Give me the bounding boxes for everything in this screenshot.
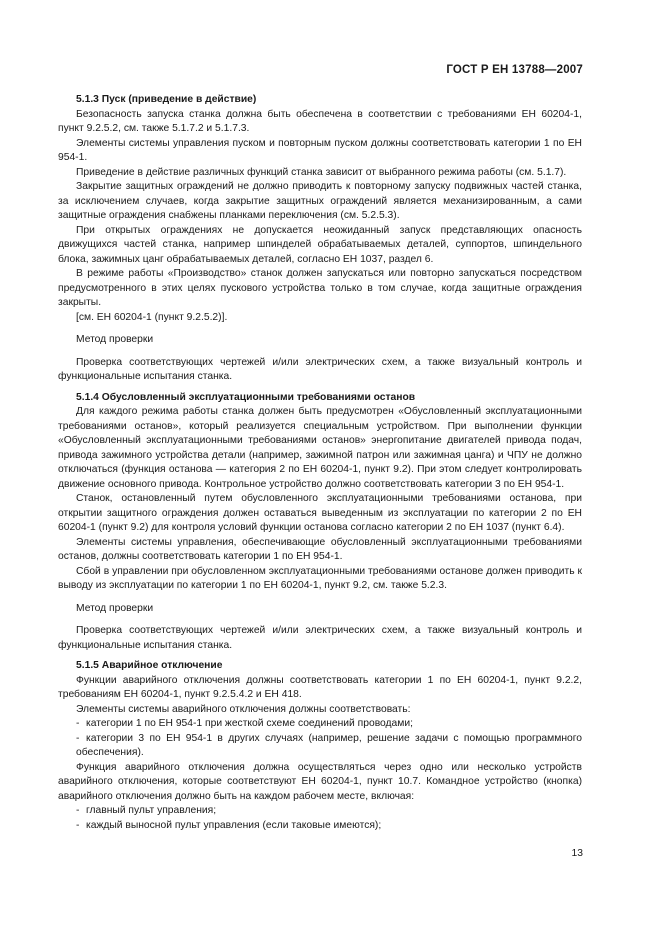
section-5-1-4-heading: 5.1.4 Обусловленный эксплуатационными требованиями останов bbox=[76, 391, 416, 403]
section-5-1-3-heading: 5.1.3 Пуск (приведение в действие) bbox=[76, 94, 257, 105]
method-label: Метод проверки bbox=[76, 334, 154, 345]
section-5-1-5-heading: 5.1.5 Аварийное отключение bbox=[76, 660, 223, 671]
document-header: ГОСТ Р ЕН 13788—2007 bbox=[446, 64, 583, 76]
paragraph: Проверка соответствующих чертежей и/или электрических схем, а также визуальный контроль и функциональные испытания станка. bbox=[58, 356, 582, 382]
method-label: Метод проверки bbox=[76, 602, 154, 614]
list-item bbox=[58, 717, 582, 732]
paragraph: Элементы системы управления, обеспечивающие обусловленный эксплуатационными требованиями останов, должны соответствовать категории 1 по ЕН 954-1. bbox=[58, 536, 582, 562]
paragraph: Функция аварийного отключения должна осуществляться через одно или несколько устройств аварийного отключения, которые соответствуют ЕН 60204-1, пункт 10.7. Командное устройство (кнопка) аварийного отключения должно быть на каждом рабочем месте, включая: bbox=[58, 761, 582, 802]
paragraph: Для каждого режима работы станка должен быть предусмотрен «Обусловленный эксплуатационными требованиями останов», который реализуется специальным устройством. При выполнении функции «Обусловленный эксплуатационными требованиями останов» энергопитание двигателей привода подач, привода зажимного устройства детали (например, зажимной патрон или зажимная цанга) и ЧПУ не должно отключаться (функция останова — категория 2 по ЕН 60204-1, пункт 9.2). При этом следует контролировать движение основного привода. Контрольное устройство должно соответствовать категории 3 по ЕН 954-1. bbox=[58, 406, 582, 490]
page-number: 13 bbox=[571, 848, 583, 859]
paragraph: [см. ЕН 60204-1 (пункт 9.2.5.2)]. bbox=[76, 311, 228, 323]
paragraph: Проверка соответствующих чертежей и/или электрических схем, а также визуальный контроль и функциональные испытания станка. bbox=[58, 625, 582, 651]
list-item-text: категории 1 по ЕН 954-1 при жесткой схеме соединений проводами; bbox=[86, 718, 413, 729]
bullet-dash: - bbox=[76, 718, 80, 729]
paragraph: Безопасность запуска станка должна быть обеспечена в соответствии с требованиями ЕН 60204-1, пункт 9.2.5.2, см. также 5.1.7.2 и 5.1.7.3. bbox=[58, 108, 582, 134]
paragraph: Сбой в управлении при обусловленном эксплуатационными требованиями останове должен приводить к выводу из эксплуатации по категории 1 по ЕН 60204-1, пункт 9.2, см. также 5.2.3. bbox=[58, 565, 582, 591]
bullet-dash: - bbox=[76, 819, 80, 831]
paragraph: Приведение в действие различных функций станка зависит от выбранного режима работы (см. 5.1.7). bbox=[76, 166, 567, 178]
document-body bbox=[58, 93, 582, 833]
list-item bbox=[58, 819, 582, 834]
bullet-dash: - bbox=[76, 805, 80, 816]
paragraph: Элементы системы управления пуском и повторным пуском должны соответствовать категории 1 по ЕН 954-1. bbox=[58, 137, 582, 163]
paragraph: Элементы системы аварийного отключения должны соответствовать: bbox=[76, 703, 411, 715]
paragraph: Закрытие защитных ограждений не должно приводить к повторному запуску подвижных частей станка, за исключением случаев, когда закрытие защитных ограждений является механизированным, а сами защитные ограждения снабжены планками переключения (см. 5.2.5.3). bbox=[58, 181, 582, 221]
bullet-dash: - bbox=[76, 732, 80, 744]
list-item-text: каждый выносной пульт управления (если таковые имеются); bbox=[86, 819, 382, 831]
paragraph: При открытых ограждениях не допускается неожиданный запуск представляющих опасность движущихся частей станка, например шпинделей обрабатываемых деталей, суппортов, шпиндельного блока, зажимных цанг обрабатываемых деталей, согласно ЕН 1037, раздел 6. bbox=[58, 224, 582, 265]
list-item bbox=[58, 804, 582, 819]
list-item-text: главный пульт управления; bbox=[86, 805, 217, 816]
list-item bbox=[58, 732, 582, 761]
paragraph: Функции аварийного отключения должны соответствовать категории 1 по ЕН 60204-1, пункт 9.2.2, требованиям ЕН 60204-1, пункт 9.2.5.4.2 и ЕН 418. bbox=[58, 674, 582, 700]
paragraph: В режиме работы «Производство» станок должен запускаться или повторно запускаться посредством предусмотренного в этих целях пускового устройства только в том случае, когда защитные ограждения закрыты. bbox=[58, 268, 582, 308]
list-item-text: категории 3 по ЕН 954-1 в других случаях (например, решение задачи с помощью программного обеспечения). bbox=[76, 732, 582, 758]
paragraph: Станок, остановленный путем обусловленного эксплуатационными требованиями останова, при открытии защитного ограждения должен оставаться выведенным из эксплуатации по категории 2 по ЕН 60204-1 (пункт 9.2) для контроля условий функции останова согласно категории 2 по ЕН 1037 (пункт 6.4). bbox=[58, 493, 582, 533]
